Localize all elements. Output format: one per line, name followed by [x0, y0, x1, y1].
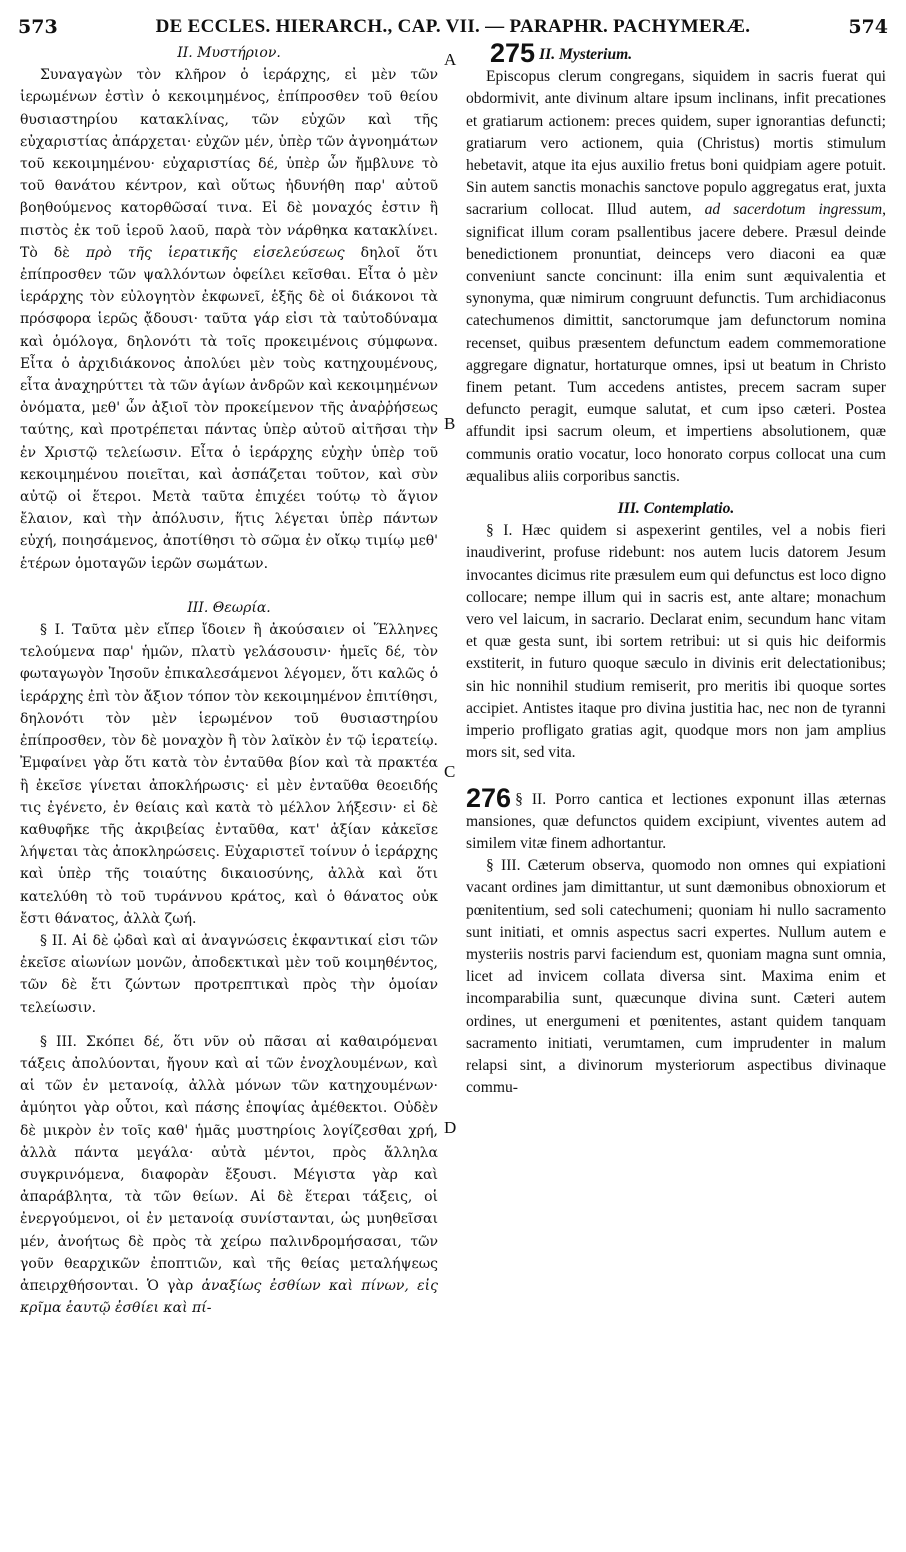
greek-paragraph-2: § II. Αἱ δὲ ᾠδαὶ καὶ αἱ ἀναγνώσεις ἐκφαντικαί εἰσι τῶν ἐκεῖσε αἰωνίων μονῶν, ἀποδεκτικαὶ μὲν τοῦ κοιμηθέντος, τῶν δὲ ἔτι ζώντων προτρεπτικαὶ πρὸς τὴν ὁμοίαν τελείωσιν. [20, 932, 438, 1016]
latin-paragraph-2-text: § II. Porro cantica et lectiones exponunt illas æternas mansiones, quæ defunctos quidem excipiunt, viventes autem ad similem vitæ finem adhortantur. [466, 790, 886, 852]
latin-section-heading-mysterium [466, 38, 886, 68]
latin-paragraph-2 [466, 782, 886, 856]
greek-section-title-mysterion: II. Μυστήριον. [177, 45, 281, 61]
margin-letter-a: A [444, 50, 457, 69]
greek-paragraph-1: § I. Ταῦτα μὲν εἴπερ ἴδοιεν ἢ ἀκούσαιεν οἱ Ἕλληνες τελούμενα παρ' ἡμῶν, πλατὺ γελάσουσιν· ἡμεῖς δέ, τὸν φωταγωγὸν Ἰησοῦν ἐπικαλεσάμενοι λέγομεν, ὅτι καλῶς ὁ ἱεράρχης ἐπὶ τὸν ἄξιον τόπον τὸν κεκοιμημένον ἐπιτίθησι, δηλονότι τὸν μὲν ἱερωμένον τοῦ θυσιαστηρίου ἐπίπροσθεν, τὸν δὲ μοναχὸν ἢ τὸν λαϊκὸν ἐν τῷ ἱερατείῳ. Ἐμφαίνει γὰρ ὅτι κατὰ τὸν ἐνταῦθα βίον καὶ τὰ πρακτέα ἢ ἐκεῖσε γίνεται ἀποκλήρωσις· εἰ μὲν ἐνταῦθα θεοειδής τις ἐγένετο, ἐν θείαις καὶ κατὰ τὸ μέλλον λήξεσιν· εἰ δὲ καθυφῆκε τῆς ἀκριβείας ἐνταῦθα, κατ' ἀξίαν κἀκεῖσε λήψεται τὰς ἀποκληρώσεις. Εὐχαριστεῖ τοίνυν ὁ ἱεράρχης καὶ ὑπὲρ τῆς τοιαύτης δικαιοσύνης, ἀλλὰ καὶ ὅτι κατελύθη τὸ τοῦ τυράννου κράτος, καὶ ὁ θάνατος οὐκ ἔστι θάνατος, ἀλλὰ ζωή. [20, 622, 438, 927]
latin-mysterium-text-b: , significat illum coram psallentibus jacere debere. Præsul deinde benedictionem pronuntiat, deinceps vero diaconi ea quæ conveniunt sancte concinunt: illa enim sunt æquivalentia et synonyma, quæ nimirum congruunt defunctis. Tum archidiaconus catechumenos dimittit, sanctorumque jam defunctorum nomina recenset, quibus præsentem defunctum eadem commemoratione aggregare dignatur, hortaturque omnes, ipsi ut beatum in Christo finem petant. Tum accedens antistes, precem sacram super defuncto peragit, eumque salutat, et cum ipso cæteri. Postea affundit ipsi sacrum oleum, et impertiens absolutionem, quæ communis oratio vocatur, loco honorato corpus collocat una cum æqualibus aliis corporibus sanctis. [466, 201, 886, 485]
latin-number-276: 276 [466, 782, 512, 813]
greek-column [20, 42, 438, 1532]
greek-mysterion-text-a: Συναγαγὼν τὸν κλῆρον ὁ ἱεράρχης, εἰ μὲν τῶν ἱερωμένων ἐστὶν ὁ κεκοιμημένος, ἐπίπροσθεν τοῦ θείου θυσιαστηρίου κατακλίνας, τῶν εὐχῶν καὶ τῆς εὐχαριστίας ἀπάρχεται· εὐχῶν μέν, ὑπὲρ τῶν ἀγνοημάτων τοῦ κεκοιμημένου· εὐχαριστίας δέ, ὑπὲρ ὧν ἤμβλυνε τὸ τοῦ θανάτου κέντρον, καὶ οὕτως ἠδυνήθη παρ' αὐτοῦ βοηθούμενος κατορθῶσαί τινα. Εἰ δὲ μοναχός ἐστιν ἢ πιστὸς ἐκ τοῦ ἱεροῦ λαοῦ, παρὰ τὸν νάρθηκα κατακλίνει. Τὸ δὲ [20, 67, 438, 261]
latin-section-title-contemplatio: III. Contemplatio. [617, 500, 735, 518]
page-number-right: 574 [848, 16, 888, 38]
greek-mysterion-text [20, 64, 438, 575]
greek-mysterion-text-b: δηλοῖ ὅτι ἐπίπροσθεν τῶν ψαλλόντων ὀφείλει κεῖσθαι. Εἶτα ὁ μὲν ἱεράρχης τὸν εὐλογητὸν ἐκφωνεῖ, ἑξῆς δὲ οἱ διάκονοι τὰ πρόσφορα ἱερῶς ᾄδουσι· ταῦτα γάρ εἰσι τὰ ταὐτοδύναμα καὶ ὁμόλογα, δηλονότι τὰ τοῖς προκειμένοις σύμφωνα. Εἶτα ὁ ἀρχιδιάκονος ἀπολύει μὲν τοὺς κατηχουμένους, εἶτα ἀναχηρύττει τὰ τῶν ἁγίων ἀνδρῶν καὶ κεκοιμημένων ὀνόματα, μεθ' ὧν ἀξιοῖ τὸν προκείμενον τῆς ἀναῤῥήσεως ταύτης, καὶ προτρέπεται πάντας ὑπὲρ αὐτοῦ αἰτῆσαι τὴν ἐν Χριστῷ τελείωσιν. Εἶτα ὁ ἱεράρχης εὐχὴν ὑπὲρ τοῦ κεκοιμημένου ποιεῖται, καὶ ἀσπάζεται τοῦτον, καὶ σὺν αὐτῷ οἱ ἕτεροι. Μετὰ ταῦτα ἐπιχέει τούτῳ τὸ ἅγιον ἔλαιον, καὶ τὴν ἀπόλυσιν, ἥτις λέγεται ὑπὲρ πάντων εὐχή, ποιησάμενος, ἀποτίθησι τὸ σῶμα ἐν οἴκῳ τιμίῳ μεθ' ἑτέρων ὁμοταγῶν ἱερῶν σωμάτων. [20, 244, 439, 572]
latin-paragraph-3: § III. Cæterum observa, quomodo non omnes qui expiationi vacant ordines jam dimittantur, ut sunt dæmonibus obnoxiorum et pœnitentium, sed soli catechumeni; quoniam hi nullo sacramento sunt initiati, et omnis aspectus sacri expertes. Nullum autem e mysteriis nostris parvi faciendum est, quoniam magna sunt omnia, licet ad invicem collata diversa sint. Maxima enim et incomparabilia sunt, quæcunque divina sunt. Cæteri autem ordines, ut energumeni et pœnitentes, astant quidem tanquam sacramento initiati, verumtamen, cum imprudenter in malum relapsi sint, a divinorum mysteriorum aspectibus divinaque commu- [466, 857, 886, 1097]
latin-mysterium-text [466, 66, 886, 488]
margin-letter-d: D [444, 1118, 457, 1137]
latin-section-title-mysterium: II. Mysterium. [539, 46, 633, 63]
latin-column [466, 38, 886, 1532]
margin-letter-c: C [444, 762, 456, 781]
greek-mysterion-italic: πρὸ τῆς ἱερατικῆς εἰσελεύσεως [85, 244, 345, 261]
greek-paragraph-3 [20, 1031, 438, 1320]
latin-mysterium-italic: ad sacerdotum ingressum [704, 201, 883, 219]
running-header [18, 10, 888, 44]
greek-paragraph-3-italic: ἀναξίως ἐσθίων καὶ πίνων, εἰς κρῖμα ἑαυτῷ ἐσθίει καὶ πί- [20, 1277, 438, 1317]
running-title: DE ECCLES. HIERARCH., CAP. VII. — PARAPHR. PACHYMERÆ. [155, 16, 751, 37]
margin-letter-b: B [444, 414, 456, 433]
latin-mysterium-text-a: Episcopus clerum congregans, siquidem in sacris fuerat qui obdormivit, ante divinum altare ipsum inclinans, infit precationes et gratiarum actionem: preces quidem, super ignorantias defuncti; gratiarum vero actionem, quia (Christus) mortis stimulum hebetavit, atque ita ejus auxilio fretus boni quidpiam agere potuit. Sin autem sanctis monachis sanctove populo aggregatus erat, juxta sacrarium collocat. Illud autem, [466, 68, 886, 219]
greek-paragraph-3-text: § III. Σκόπει δέ, ὅτι νῦν οὐ πᾶσαι αἱ καθαιρόμεναι τάξεις ἀπολύονται, ἤγουν καὶ αἱ τῶν ἐνοχλουμένων, καὶ αἱ τῶν ἐν μετανοίᾳ, ἀλλὰ μόνων τῶν κατηχουμένων· ἀμύητοι γὰρ οὗτοι, καὶ πάσης ἐποψίας ἀμέθεκτοι. Οὐδὲν δὲ μικρὸν ἐν τοῖς καθ' ἡμᾶς μυστηρίοις λογίζεσθαι χρή, ἀλλὰ πάντα μεγάλα· αὐτὰ μέντοι, πρὸς ἄλληλα συγκρινόμενα, διαφορὰν ἔξουσι. Μέγιστα γὰρ καὶ ἀπαράβλητα, τὰ τῶν θείων. Αἱ δὲ ἕτεραι τάξεις, οἱ ἐνεργούμενοι, οἱ ἐν μετανοίᾳ συνίστανται, ὡς μυηθεῖσαι μέν, ἀνοήτως δὲ πρὸς τὰ χείρω παλινδρομήσασαι, τῶν γοῦν θεαρχικῶν ἐποπτιῶν, καὶ τῆς θείας μεταλήψεως ἀπειρχθήσονται. Ὁ γὰρ [20, 1033, 438, 1294]
latin-number-275: 275 [490, 38, 536, 68]
page-number-left: 573 [18, 16, 58, 38]
greek-section-title-theoria: III. Θεωρία. [187, 599, 271, 616]
latin-paragraph-1: § I. Hæc quidem si aspexerint gentiles, vel a nobis fieri inaudiverint, profuse ridebunt: nos autem lucis datorem Jesum invocantes dicimus rite præsulem eum qui defunctus est loco digno collocare; nempe illum qui in sacris est, ante altare; monachum vero vel laicum, in sacrario. Declarat enim, secundum hanc vitam et quæ gesta sunt, ibi sortem retribui: ut si quis hic deiformis exstiterit, in futuro quoque sæculo in divinis erit delectationibus; sin hic nonnihil studium remiserit, pro meritis ibi quoque sortes accipiet. Antistes itaque pro divina justitia hac, nec non de tyranni imperio profligato gratias agit, quodque mors non jam amplius mors sit, sed vita. [466, 522, 886, 762]
